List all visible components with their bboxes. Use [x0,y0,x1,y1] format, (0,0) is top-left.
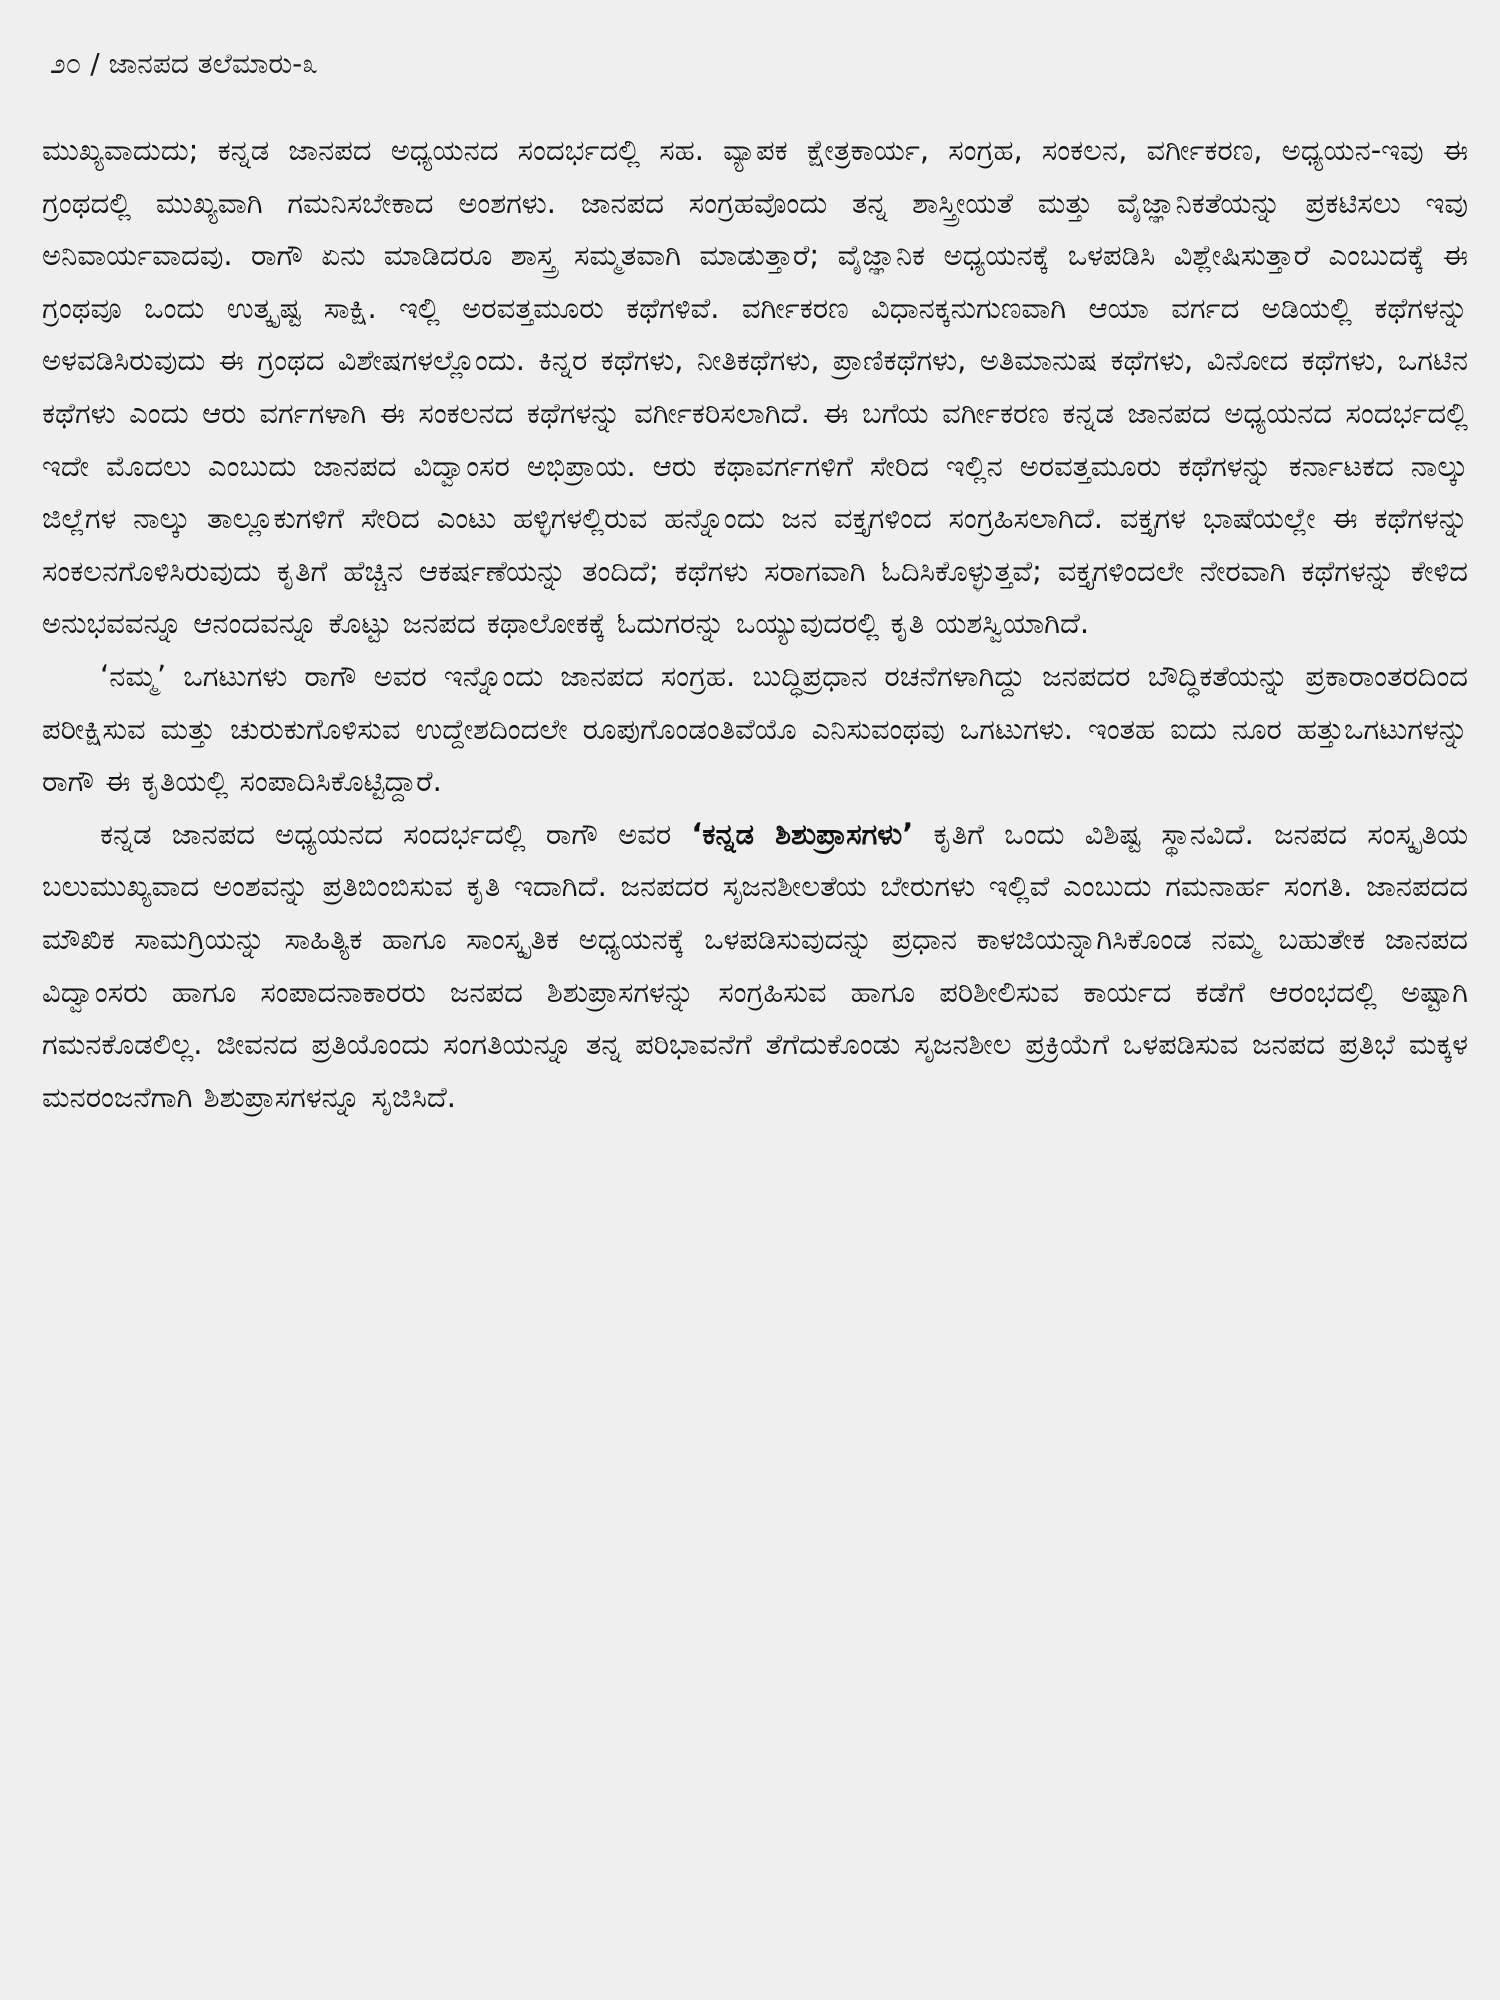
paragraph-2: ‘ನಮ್ಮ’ ಒಗಟುಗಳು ರಾಗೌ ಅವರ ಇನ್ನೊಂದು ಜಾನಪದ ಸಂಗ್ರಹ. ಬುದ್ಧಿಪ್ರಧಾನ ರಚನೆಗಳಾಗಿದ್ದು ಜನಪದರ ಬೌದ್ಧಿಕತೆಯನ್ನು ಪ್ರಕಾರಾಂತರದಿಂದ ಪರೀಕ್ಷಿಸುವ ಮತ್ತು ಚುರುಕುಗೊಳಿಸುವ ಉದ್ದೇಶದಿಂದಲೇ ರೂಪುಗೊಂಡಂತಿವೆಯೊ ಎನಿಸುವಂಥವು ಒಗಟುಗಳು. ಇಂತಹ ಐದು ನೂರ ಹತ್ತುಒಗಟುಗಳನ್ನು ರಾಗೌ ಈ ಕೃತಿಯಲ್ಲಿ ಸಂಪಾದಿಸಿಕೊಟ್ಟಿದ್ದಾರೆ. [42,658,1468,799]
book-title-kannada-shishuprasagalu: ‘ಕನ್ನಡ ಶಿಶುಪ್ರಾಸಗಳು’ [691,816,914,851]
paragraph-1: ಮುಖ್ಯವಾದುದು; ಕನ್ನಡ ಜಾನಪದ ಅಧ್ಯಯನದ ಸಂದರ್ಭದಲ್ಲಿ ಸಹ. ವ್ಯಾಪಕ ಕ್ಷೇತ್ರಕಾರ್ಯ, ಸಂಗ್ರಹ, ಸಂಕಲನ, ವರ್ಗೀಕರಣ, ಅಧ್ಯಯನ-ಇವು ಈ ಗ್ರಂಥದಲ್ಲಿ ಮುಖ್ಯವಾಗಿ ಗಮನಿಸಬೇಕಾದ ಅಂಶಗಳು. ಜಾನಪದ ಸಂಗ್ರಹವೊಂದು ತನ್ನ ಶಾಸ್ತ್ರೀಯತೆ ಮತ್ತು ವೈಜ್ಞಾನಿಕತೆಯನ್ನು ಪ್ರಕಟಿಸಲು ಇವು ಅನಿವಾರ್ಯವಾದವು. ರಾಗೌ ಏನು ಮಾಡಿದರೂ ಶಾಸ್ತ್ರ ಸಮ್ಮತವಾಗಿ ಮಾಡುತ್ತಾರೆ; ವೈಜ್ಞಾನಿಕ ಅಧ್ಯಯನಕ್ಕೆ ಒಳಪಡಿಸಿ ವಿಶ್ಲೇಷಿಸುತ್ತಾರೆ ಎಂಬುದಕ್ಕೆ ಈ ಗ್ರಂಥವೂ ಒಂದು ಉತ್ಕೃಷ್ಟ ಸಾಕ್ಷಿ. ಇಲ್ಲಿ ಅರವತ್ತಮೂರು ಕಥೆಗಳಿವೆ. ವರ್ಗೀಕರಣ ವಿಧಾನಕ್ಕನುಗುಣವಾಗಿ ಆಯಾ ವರ್ಗದ ಅಡಿಯಲ್ಲಿ ಕಥೆಗಳನ್ನು ಅಳವಡಿಸಿರುವುದು ಈ ಗ್ರಂಥದ ವಿಶೇಷಗಳಲ್ಲೊಂದು. ಕಿನ್ನರ ಕಥೆಗಳು, ನೀತಿಕಥೆಗಳು, ಪ್ರಾಣಿಕಥೆಗಳು, ಅತಿಮಾನುಷ ಕಥೆಗಳು, ವಿನೋದ ಕಥೆಗಳು, ಒಗಟಿನ ಕಥೆಗಳು ಎಂದು ಆರು ವರ್ಗಗಳಾಗಿ ಈ ಸಂಕಲನದ ಕಥೆಗಳನ್ನು ವರ್ಗೀಕರಿಸಲಾಗಿದೆ. ಈ ಬಗೆಯ ವರ್ಗೀಕರಣ ಕನ್ನಡ ಜಾನಪದ ಅಧ್ಯಯನದ ಸಂದರ್ಭದಲ್ಲಿ ಇದೇ ಮೊದಲು ಎಂಬುದು ಜಾನಪದ ವಿದ್ವಾಂಸರ ಅಭಿಪ್ರಾಯ. ಆರು ಕಥಾವರ್ಗಗಳಿಗೆ ಸೇರಿದ ಇಲ್ಲಿನ ಅರವತ್ತಮೂರು ಕಥೆಗಳನ್ನು ಕರ್ನಾಟಕದ ನಾಲ್ಕು ಜಿಲ್ಲೆಗಳ ನಾಲ್ಕು ತಾಲ್ಲೂಕುಗಳಿಗೆ ಸೇರಿದ ಎಂಟು ಹಳ್ಳಿಗಳಲ್ಲಿರುವ ಹನ್ನೊಂದು ಜನ ವಕ್ತೃಗಳಿಂದ ಸಂಗ್ರಹಿಸಲಾಗಿದೆ. ವಕ್ತೃಗಳ ಭಾಷೆಯಲ್ಲೇ ಈ ಕಥೆಗಳನ್ನು ಸಂಕಲನಗೊಳಿಸಿರುವುದು ಕೃತಿಗೆ ಹೆಚ್ಚಿನ ಆಕರ್ಷಣೆಯನ್ನು ತಂದಿದೆ; ಕಥೆಗಳು ಸರಾಗವಾಗಿ ಓದಿಸಿಕೊಳ್ಳುತ್ತವೆ; ವಕ್ತೃಗಳಿಂದಲೇ ನೇರವಾಗಿ ಕಥೆಗಳನ್ನು ಕೇಳಿದ ಅನುಭವವನ್ನೂ ಆನಂದವನ್ನೂ ಕೊಟ್ಟು ಜನಪದ ಕಥಾಲೋಕಕ್ಕೆ ಓದುಗರನ್ನು ಒಯ್ಯುವುದರಲ್ಲಿ ಕೃತಿ ಯಶಸ್ವಿಯಾಗಿದೆ. [42,133,1468,641]
running-head: ೨೦ / ಜಾನಪದ ತಲೆಮಾರು-೩ [50,47,318,80]
paragraph-3-lead: ಕನ್ನಡ ಜಾನಪದ ಅಧ್ಯಯನದ ಸಂದರ್ಭದಲ್ಲಿ ರಾಗೌ ಅವರ [100,816,692,851]
body-text [42,124,1468,1123]
paragraph-3-rest: ಕೃತಿಗೆ ಒಂದು ವಿಶಿಷ್ಟ ಸ್ಥಾನವಿದೆ. ಜನಪದ ಸಂಸ್ಕೃತಿಯ ಬಲುಮುಖ್ಯವಾದ ಅಂಶವನ್ನು ಪ್ರತಿಬಿಂಬಿಸುವ ಕೃತಿ ಇದಾಗಿದೆ. ಜನಪದರ ಸೃಜನಶೀಲತೆಯ ಬೇರುಗಳು ಇಲ್ಲಿವೆ ಎಂಬುದು ಗಮನಾರ್ಹ ಸಂಗತಿ. ಜಾನಪದದ ಮೌಖಿಕ ಸಾಮಗ್ರಿಯನ್ನು ಸಾಹಿತ್ಯಿಕ ಹಾಗೂ ಸಾಂಸ್ಕೃತಿಕ ಅಧ್ಯಯನಕ್ಕೆ ಒಳಪಡಿಸುವುದನ್ನು ಪ್ರಧಾನ ಕಾಳಜಿಯನ್ನಾಗಿಸಿಕೊಂಡ ನಮ್ಮ ಬಹುತೇಕ ಜಾನಪದ ವಿದ್ವಾಂಸರು ಹಾಗೂ ಸಂಪಾದನಾಕಾರರು ಜನಪದ ಶಿಶುಪ್ರಾಸಗಳನ್ನು ಸಂಗ್ರಹಿಸುವ ಹಾಗೂ ಪರಿಶೀಲಿಸುವ ಕಾರ್ಯದ ಕಡೆಗೆ ಆರಂಭದಲ್ಲಿ ಅಷ್ಟಾಗಿ ಗಮನಕೊಡಲಿಲ್ಲ. ಜೀವನದ ಪ್ರತಿಯೊಂದು ಸಂಗತಿಯನ್ನೂ ತನ್ನ ಪರಿಭಾವನೆಗೆ ತೆಗೆದುಕೊಂಡು ಸೃಜನಶೀಲ ಪ್ರಕ್ರಿಯೆಗೆ ಒಳಪಡಿಸುವ ಜನಪದ ಪ್ರತಿಭೆ ಮಕ್ಕಳ ಮನರಂಜನೆಗಾಗಿ ಶಿಶುಪ್ರಾಸಗಳನ್ನೂ ಸೃಜಿಸಿದೆ. [42,816,1468,1114]
paragraph-3 [42,808,1468,1124]
